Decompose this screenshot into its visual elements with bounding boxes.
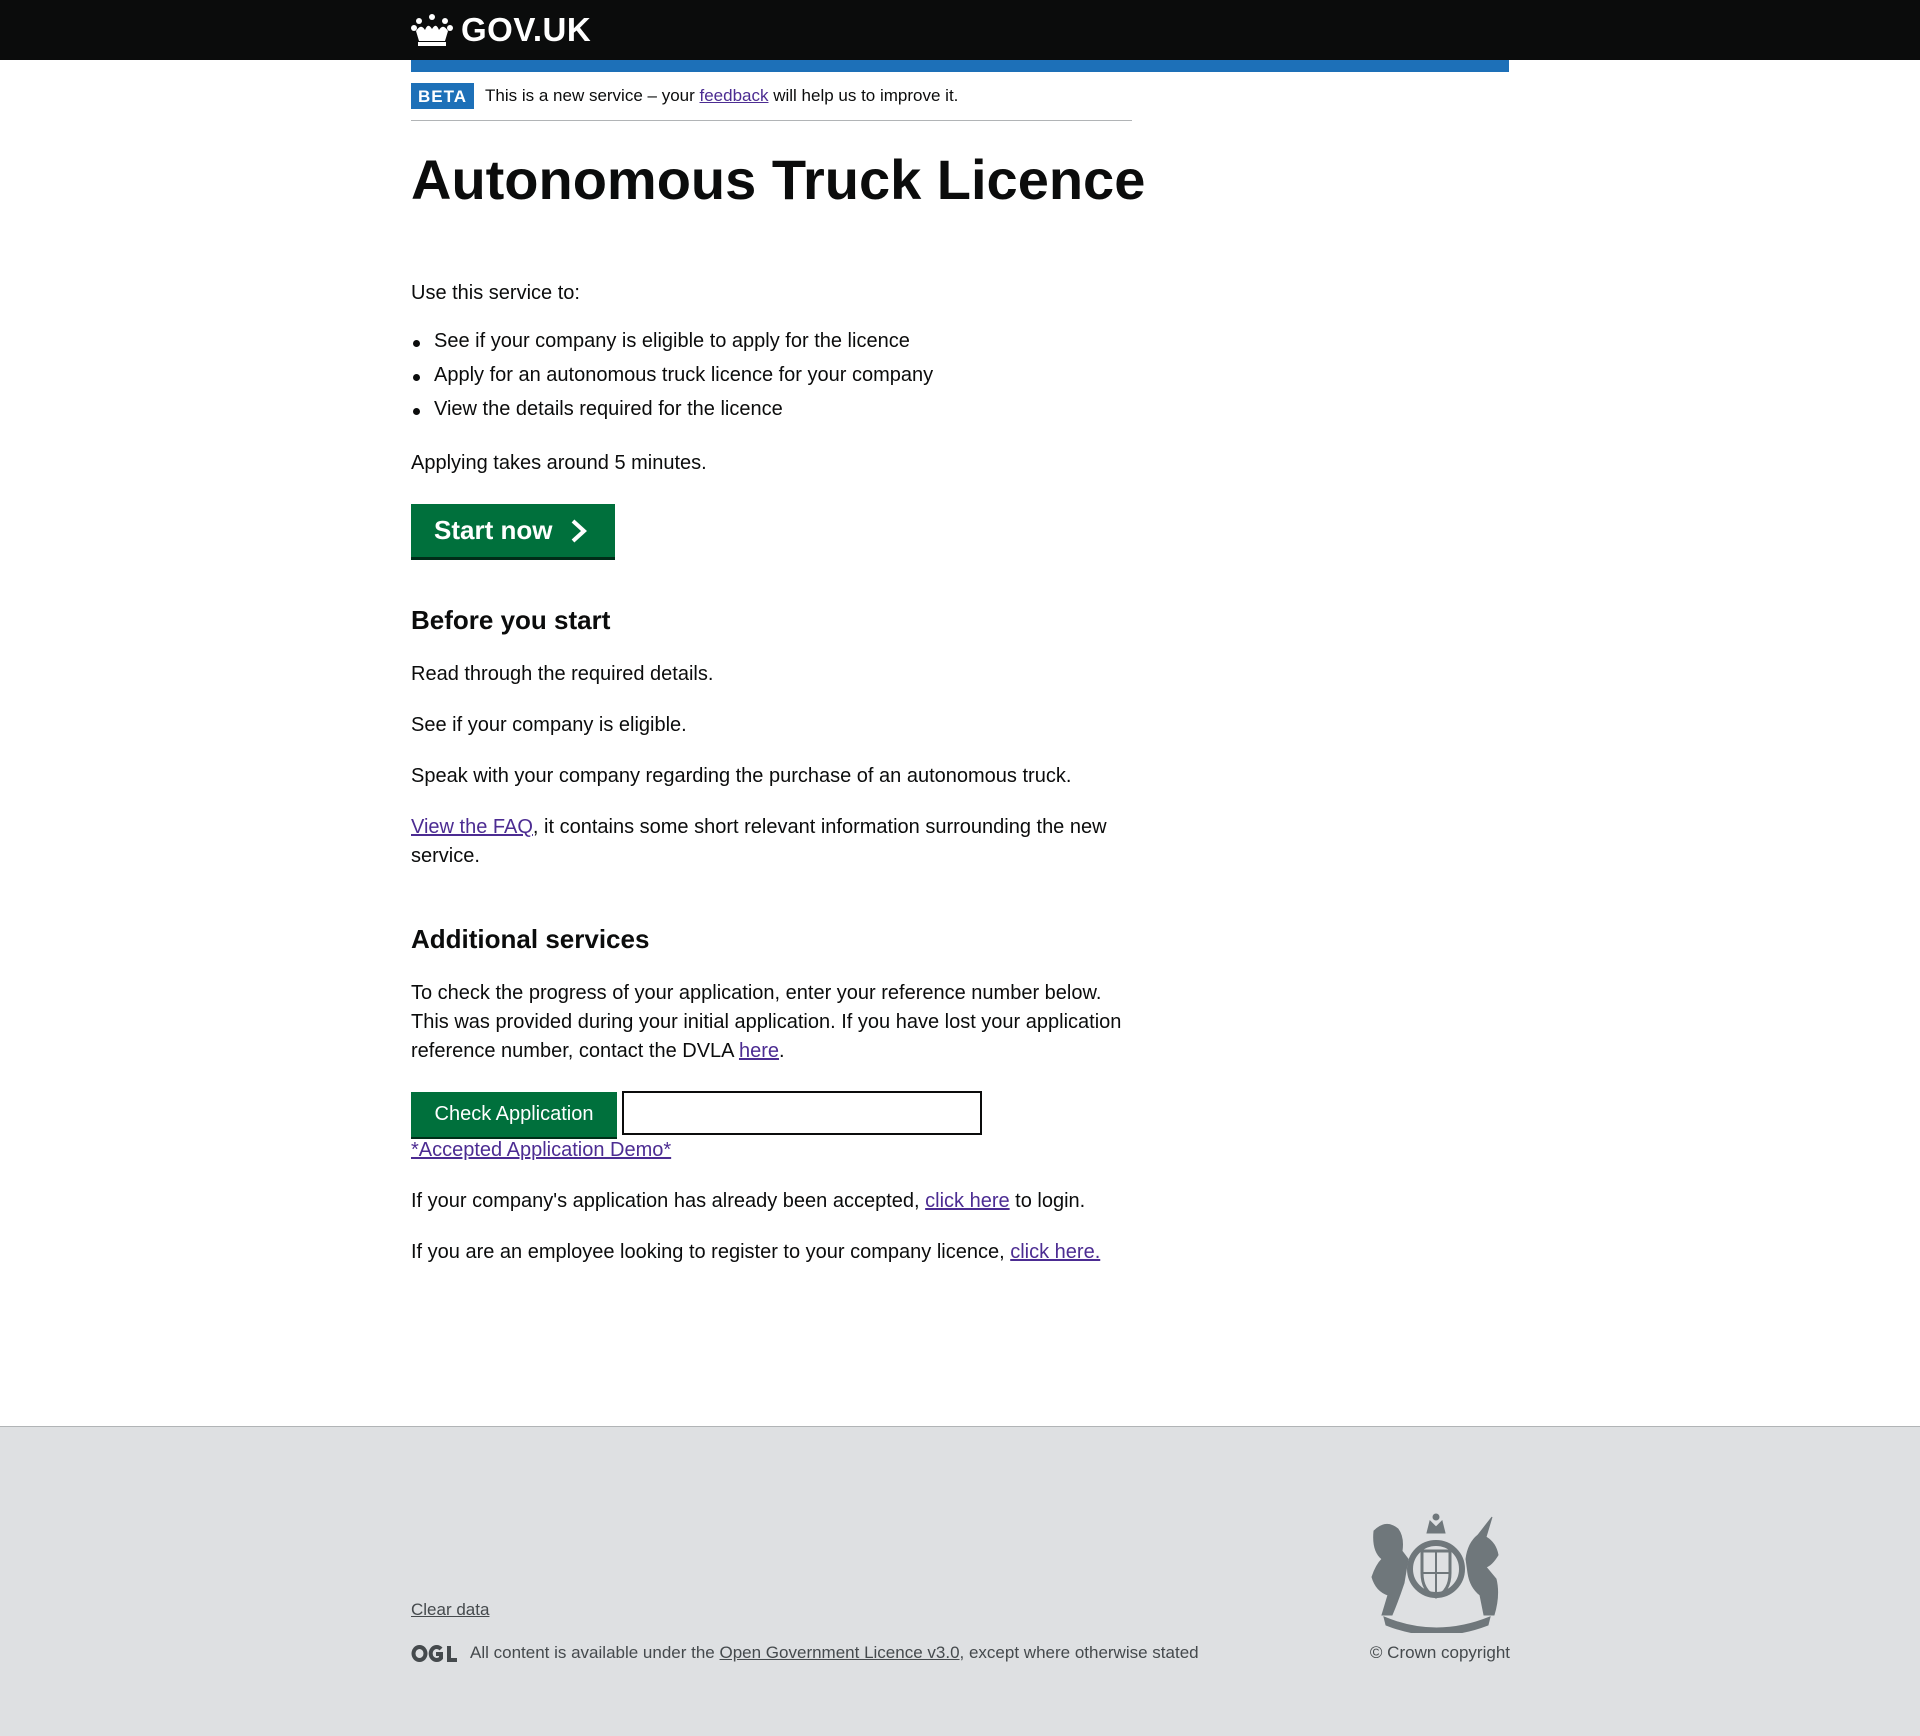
before-text-3: Speak with your company regarding the purchase of an autonomous truck. xyxy=(411,765,1072,787)
duration-text: Applying takes around 5 minutes. xyxy=(411,452,707,474)
start-now-button[interactable] xyxy=(411,504,615,557)
intro-text: Use this service to: xyxy=(411,282,580,304)
site-footer xyxy=(0,1426,1920,1736)
before-text-1: Read through the required details. xyxy=(411,663,714,685)
copyright-notice xyxy=(1360,1643,1510,1663)
clear-data-link[interactable]: Clear data xyxy=(411,1600,490,1619)
crown-copyright-link[interactable]: © Crown copyright xyxy=(1369,1643,1510,1662)
page-title: Autonomous Truck Licence xyxy=(411,148,1146,211)
logo-text: GOV.UK xyxy=(461,11,592,48)
reference-number-input[interactable] xyxy=(622,1091,982,1135)
additional-services-heading: Additional services xyxy=(411,924,650,954)
start-now-label: Start now xyxy=(434,515,553,545)
progress-text: To check the progress of your application, enter your reference number below. This was provided during your initial application. If you have lost your application reference number, contact the DVLA xyxy=(411,982,1122,1062)
phase-banner-text xyxy=(485,83,958,109)
phase-text-after: will help us to improve it. xyxy=(768,86,959,105)
licence-text xyxy=(470,1643,1199,1663)
dvla-contact-link[interactable]: here xyxy=(738,1040,779,1062)
demo-paragraph xyxy=(411,1136,1131,1165)
employee-paragraph xyxy=(411,1238,1131,1267)
employee-text: If you are an employee looking to register to your company licence, xyxy=(411,1241,1011,1263)
ogl-link[interactable]: Open Government Licence v3.0 xyxy=(719,1643,960,1662)
chevron-right-icon xyxy=(570,519,587,543)
crown-icon xyxy=(411,13,453,47)
accepted-text: If your company's application has already been accepted, xyxy=(411,1190,926,1212)
login-link[interactable]: click here xyxy=(925,1190,1010,1212)
licence-notice xyxy=(411,1643,1199,1663)
service-list xyxy=(411,327,933,429)
list-item: See if your company is eligible to apply for the licence xyxy=(411,327,933,361)
site-header xyxy=(0,0,1920,60)
progress-end: . xyxy=(779,1040,785,1062)
check-application-button[interactable]: Check Application xyxy=(411,1092,617,1137)
progress-paragraph xyxy=(411,979,1131,1066)
licence-after: , except where otherwise stated xyxy=(959,1643,1199,1662)
faq-paragraph xyxy=(411,813,1131,871)
royal-crest-icon xyxy=(1364,1511,1509,1633)
before-text-2: See if your company is eligible. xyxy=(411,714,687,736)
govuk-logo-link[interactable] xyxy=(411,10,591,50)
phase-banner xyxy=(411,83,1132,121)
phase-text-before: This is a new service – your xyxy=(485,86,700,105)
header-blue-bar xyxy=(411,60,1509,72)
beta-tag: BETA xyxy=(411,83,474,109)
licence-before: All content is available under the xyxy=(470,1643,720,1662)
ogl-icon xyxy=(411,1644,458,1663)
list-item: Apply for an autonomous truck licence for your company xyxy=(411,361,933,395)
accepted-end: to login. xyxy=(1009,1190,1086,1212)
view-faq-link[interactable]: View the FAQ xyxy=(411,816,533,838)
accepted-paragraph xyxy=(411,1187,1131,1216)
employee-register-link[interactable]: click here. xyxy=(1010,1241,1101,1263)
before-you-start-heading: Before you start xyxy=(411,605,611,635)
faq-text: , it contains some short relevant information surrounding the new service. xyxy=(411,816,1107,867)
list-item: View the details required for the licence xyxy=(411,395,933,429)
accepted-application-demo-link[interactable]: *Accepted Application Demo* xyxy=(411,1139,672,1161)
feedback-link[interactable]: feedback xyxy=(699,86,769,105)
